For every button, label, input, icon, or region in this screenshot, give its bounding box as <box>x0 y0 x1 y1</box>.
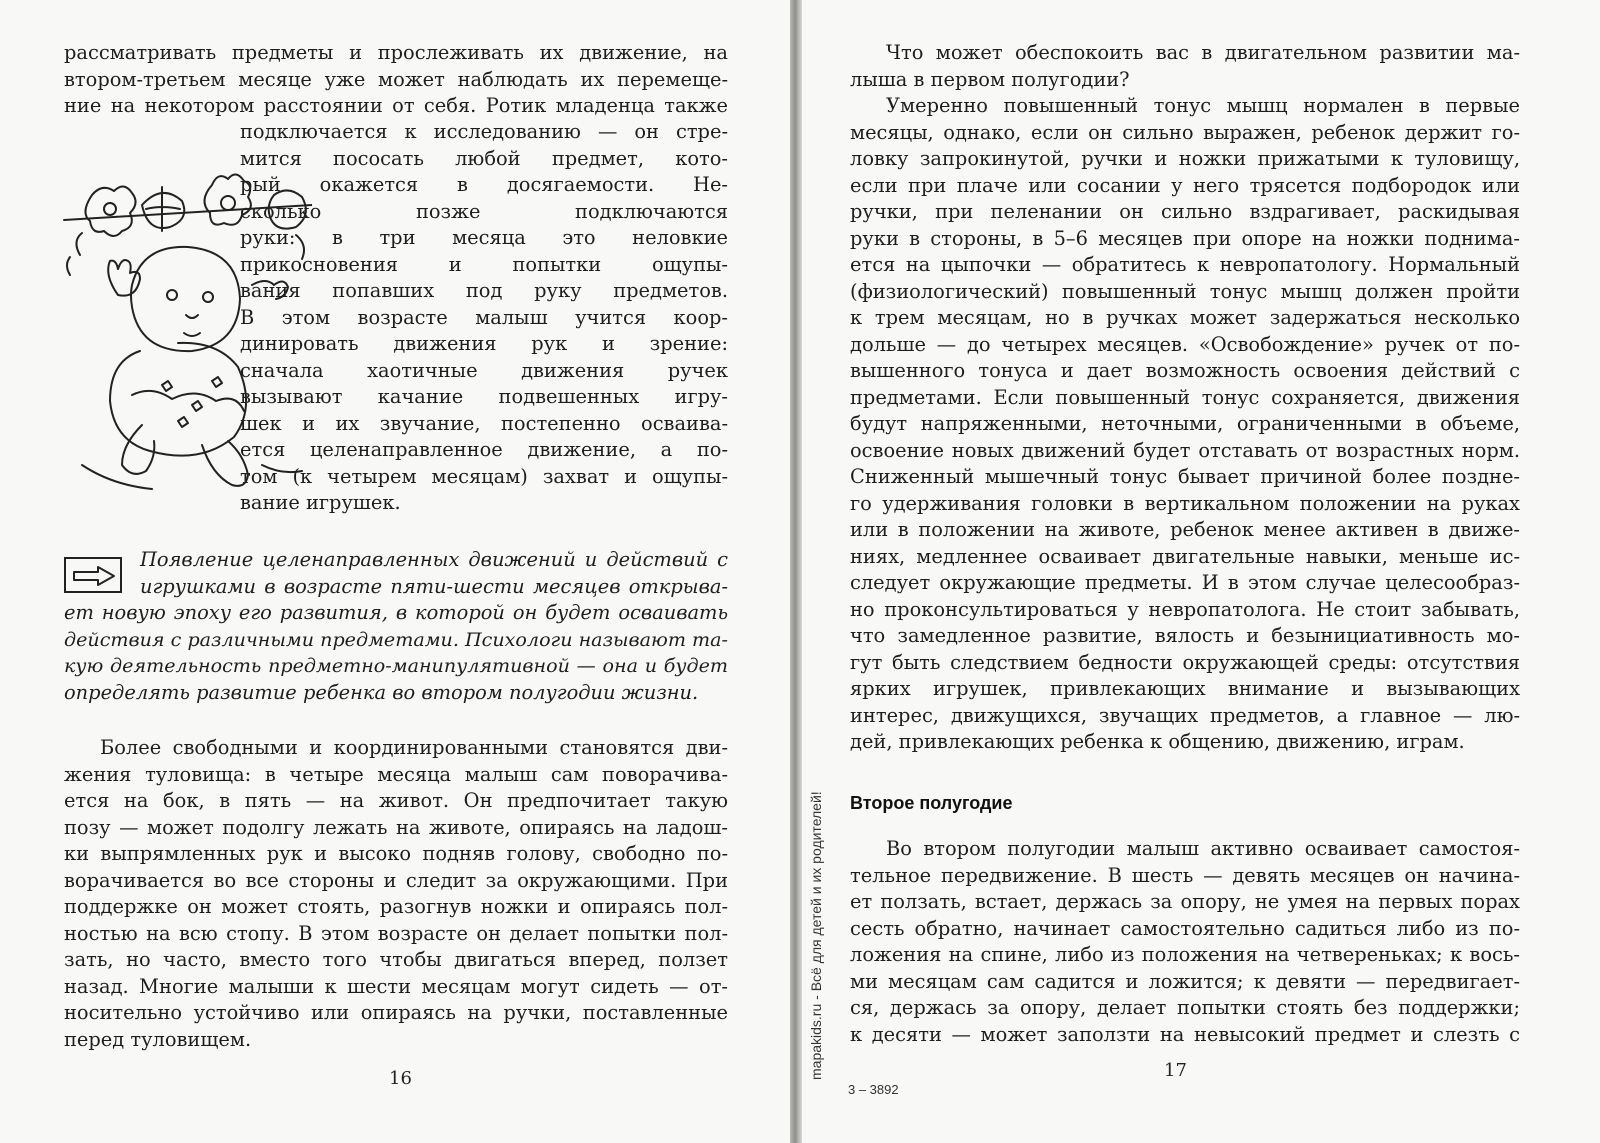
text-line: Сниженный мышечный тонус бывает причиной более поздне- <box>850 465 1520 488</box>
text-line: (физиологический) повышенный тонус мышц должен пройти <box>850 279 1520 303</box>
text-line: ми месяцам сам садится и ложится; к девяти — передвигает- <box>850 969 1520 993</box>
watermark-side-text: mapakids.ru - Всё для детей и их родителей! <box>808 791 824 1080</box>
text-line: позу — может подолгу лежать на животе, опираясь на ладош- <box>64 815 728 839</box>
text-line: или в положении на животе, ребенок менее активен в движе- <box>850 518 1520 541</box>
text-line: тельное передвижение. В шесть — девять месяцев он начина- <box>850 863 1520 887</box>
text-line: рассматривать предметы и прослеживать их движение, на <box>64 41 728 64</box>
text-line: ниях, медленнее осваивает двигательные навыки, меньше ис- <box>850 544 1520 568</box>
text-line: ется на бок, в пять — на живот. Он предпочитает такую <box>64 789 728 812</box>
text-line: лыша в первом полугодии? <box>850 67 1130 91</box>
text-line: поддержке он может стоять, разогнув ножки и опираясь пол- <box>64 895 728 918</box>
text-line: кую деятельность предметно-манипулятивной — она и будет <box>64 654 728 677</box>
text-line: месяцы, однако, если он сильно выражен, ребенок держит го- <box>850 120 1520 144</box>
text-line: ярких игрушек, привлекающих внимание и вызывающих <box>850 677 1520 700</box>
text-line: го удерживания головки в вертикальном положении на руках <box>850 491 1520 515</box>
text-line: дей, привлекающих ребенка к общению, движению, играм. <box>850 730 1465 753</box>
text-line: интерес, движущихся, звучащих предметов, а главное — лю- <box>850 703 1520 727</box>
print-code: 3 – 3892 <box>848 1082 899 1097</box>
left-wrap-paragraph <box>240 119 728 517</box>
text-line: ки выпрямленных рук и высоко подняв голову, свободно по- <box>64 842 728 865</box>
text-line: сесть обратно, начинает самостоятельно садиться либо из по- <box>850 916 1520 940</box>
text-line: Во втором полугодии малыш активно осваивает самостоя- <box>886 837 1520 860</box>
text-line: вание игрушек. <box>240 491 401 514</box>
text-line: Более свободными и координированными становятся дви- <box>100 736 728 759</box>
body-paragraph-trunk <box>64 735 728 1053</box>
page-number-left: 16 <box>389 1068 412 1089</box>
text-line: динировать движения рук и зрение: <box>240 332 728 355</box>
text-line: Что может обеспокоить вас в двигательном развитии ма- <box>886 41 1520 64</box>
text-line: ручки, при пеленании он сильно вздрагивает, раскидывая <box>850 200 1520 223</box>
text-line: ет новую эпоху его развития, в которой он будет осваивать <box>64 601 728 624</box>
text-line: ется на цыпочки — обратитесь к невропатологу. Нормальный <box>850 253 1520 276</box>
text-line: предметами. Если повышенный тонус сохраняется, движения <box>850 385 1520 409</box>
page-number-right: 17 <box>1164 1060 1187 1081</box>
text-line: рый окажется в досягаемости. Не- <box>240 173 728 196</box>
text-line: Появление целенаправленных движений и действий с <box>140 548 728 571</box>
baby-with-toys-illustration <box>62 165 312 505</box>
left-top-paragraph <box>64 40 728 120</box>
text-line: к трем месяцам, но в ручках может задержаться несколько <box>850 306 1520 329</box>
question-paragraph <box>850 40 1520 93</box>
right-page <box>802 0 1600 1143</box>
text-line: зать, но часто, вместо того чтобы двигаться вперед, ползет <box>64 948 728 971</box>
text-line: шек и их звучание, постепенно осваива- <box>240 411 728 435</box>
text-line: жения туловища: в четыре месяца малыш сам поворачива- <box>64 762 728 786</box>
text-line: Умеренно повышенный тонус мышц нормален в первые <box>886 94 1520 117</box>
text-line: действия с различными предметами. Психологи называют та- <box>64 627 728 651</box>
italic-callout-paragraph <box>64 547 728 706</box>
text-line: руки в стороны, в 5–6 месяцев при опоре на ножки поднима- <box>850 226 1520 250</box>
text-line: ется целенаправленное движение, а по- <box>240 438 728 461</box>
text-line: что замедленное развитие, вялость и безынициативность мо- <box>850 624 1520 647</box>
text-line: к десяти — может заползти на невысокий предмет и слезть с <box>850 1022 1520 1046</box>
text-line: вызывают качание подвешенных игру- <box>240 385 728 408</box>
text-line: В этом возрасте малыш учится коор- <box>240 305 728 329</box>
text-line: ся, держась за опору, делает попытки стоять без поддержки; <box>850 996 1520 1019</box>
text-line: определять развитие ребенка во втором полугодии жизни. <box>64 680 699 704</box>
text-line: гут быть следствием бедности окружающей среды: отсутствия <box>850 650 1520 674</box>
text-line: ловку запрокинутой, ручки и ножки прижатыми к туловищу, <box>850 147 1520 170</box>
text-line: ложения на спине, либо из положения на четвереньках; к вось- <box>850 943 1520 966</box>
text-line: ет ползать, встает, держась за опору, не умея на первых порах <box>850 890 1520 913</box>
text-line: дольше — до четырех месяцев. «Освобождение» ручек от по- <box>850 332 1520 356</box>
text-line: втором-третьем месяце уже может наблюдать их перемеще- <box>64 67 728 91</box>
book-gutter <box>790 0 802 1143</box>
text-line: вышенного тонуса и дает возможность освоения действий с <box>850 359 1520 382</box>
text-line: но проконсультироваться у невропатолога. Не стоит забывать, <box>850 597 1520 621</box>
text-line: если при плаче или сосании у него трясется подбородок или <box>850 173 1520 197</box>
text-line: освоение новых движений будет отставать от возрастных норм. <box>850 438 1520 462</box>
text-line: ворачивается во все стороны и следит за окружающими. При <box>64 868 728 892</box>
text-line: будут напряженными, неточными, ограниченными в объеме, <box>850 412 1520 435</box>
text-line: прикосновения и попытки ощупы- <box>240 252 728 276</box>
text-line: том (к четырем месяцам) захват и ощупы- <box>240 464 728 488</box>
text-line: подключается к исследованию — он стре- <box>240 120 728 143</box>
text-line: ностью на всю стопу. В этом возрасте он делает попытки пол- <box>64 921 728 945</box>
text-line: руки: в три месяца это неловкие <box>240 226 728 249</box>
text-line: назад. Многие малыши к шести месяцам могут сидеть — от- <box>64 974 728 998</box>
text-line: сколько позже подключаются <box>240 199 728 223</box>
body-paragraph-tonus <box>850 93 1520 756</box>
text-line: мится пососать любой предмет, кото- <box>240 146 728 170</box>
body-paragraph-second-half <box>850 836 1520 1048</box>
text-line: вания попавших под руку предметов. <box>240 279 728 302</box>
text-line: сначала хаотичные движения ручек <box>240 358 728 382</box>
text-line: перед туловищем. <box>64 1027 252 1051</box>
text-line: следует окружающие предметы. И в этом случае целесообраз- <box>850 571 1520 594</box>
text-line: носительно устойчиво или опираясь на ручки, поставленные <box>64 1001 728 1024</box>
section-heading: Второе полугодие <box>850 793 1013 813</box>
left-page <box>0 0 790 1143</box>
text-line: ние на некотором расстоянии от себя. Ротик младенца также <box>64 94 728 117</box>
text-line: игрушками в возрасте пяти-шести месяцев открыва- <box>140 574 728 598</box>
